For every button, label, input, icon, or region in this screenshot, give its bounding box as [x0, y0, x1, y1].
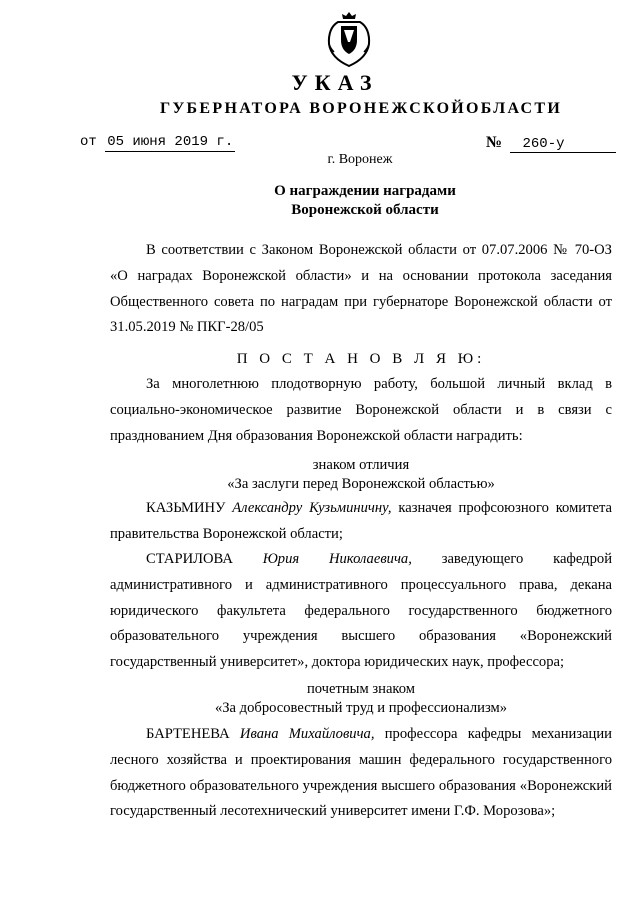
heading-line-2: Воронежской области: [291, 202, 439, 218]
heading-line-1: О награждении наградами: [274, 183, 456, 199]
award-2-line-2: «За добросовестный труд и профессионализм»: [214, 700, 508, 716]
city: г. Воронеж: [327, 152, 393, 167]
person-3-details: профессора кафедры механизации лесного хозяйства и проектирования машин федерального государственного бюджетного образовательного учреждения высшего образования «Воронежский государственный лесотехнический университет имени Г.Ф. Морозова»;: [110, 726, 612, 820]
number-value: 260-у: [510, 136, 616, 153]
intro-text: За многолетнюю плодотворную работу, большой личный вклад в социально-экономическое развитие Воронежской области и в связи с празднованием Дня образования Воронежской области наградить:: [110, 376, 612, 444]
preamble-text: В соответствии с Законом Воронежской области от 07.07.2006 № 70-ОЗ «О наградах Воронежской области» и на основании протокола заседания Общественного совета по наградам при губернаторе Воронежской области от 31.05.2019 № ПКГ-28/05: [110, 242, 612, 336]
person-1-name: Александру Кузьминичну,: [232, 500, 392, 516]
person-3-name: Ивана Михайловича,: [239, 726, 375, 742]
date-value: 05 июня 2019 г.: [107, 134, 234, 150]
award-2-line-1: почетным знаком: [306, 681, 416, 697]
decree-heading: [0, 182, 640, 220]
person-2-name: Юрия Николаевича,: [262, 551, 412, 567]
preamble-paragraph: [110, 238, 612, 341]
person-1-details: казначея профсоюзного комитета правительства Воронежской области;: [110, 500, 612, 542]
person-3-paragraph: [110, 722, 612, 825]
person-1-surname: КАЗЬМИНУ: [146, 500, 226, 516]
intro-paragraph: [110, 372, 612, 449]
award-1-line-1: знаком отличия: [312, 457, 410, 473]
person-3-surname: БАРТЕНЕВА: [146, 726, 230, 742]
date-line: [80, 134, 235, 152]
number-sign: №: [486, 134, 503, 151]
date-prefix: от: [80, 134, 97, 150]
coat-of-arms-icon: [324, 10, 374, 68]
award-1-line-2: «За заслуги перед Воронежской областью»: [227, 476, 495, 492]
person-2-paragraph: [110, 547, 612, 676]
document-title: УКАЗ: [291, 70, 379, 95]
person-1-paragraph: [110, 496, 612, 548]
resolve-line: П О С Т А Н О В Л Я Ю:: [236, 351, 486, 367]
number-line: [486, 134, 616, 153]
person-2-details: заведующего кафедрой административного и административного процессуального права, декана юридического факультета федерального государственного бюджетного образовательного учреждения высшего образования «Воронежский государственный университет», доктора юридических наук, профессора;: [110, 551, 612, 671]
document-subtitle: ГУБЕРНАТОРА ВОРОНЕЖСКОЙОБЛАСТИ: [160, 100, 563, 117]
award-2-heading: [110, 680, 612, 718]
person-2-surname: СТАРИЛОВА: [146, 551, 233, 567]
award-1-heading: [110, 456, 612, 494]
